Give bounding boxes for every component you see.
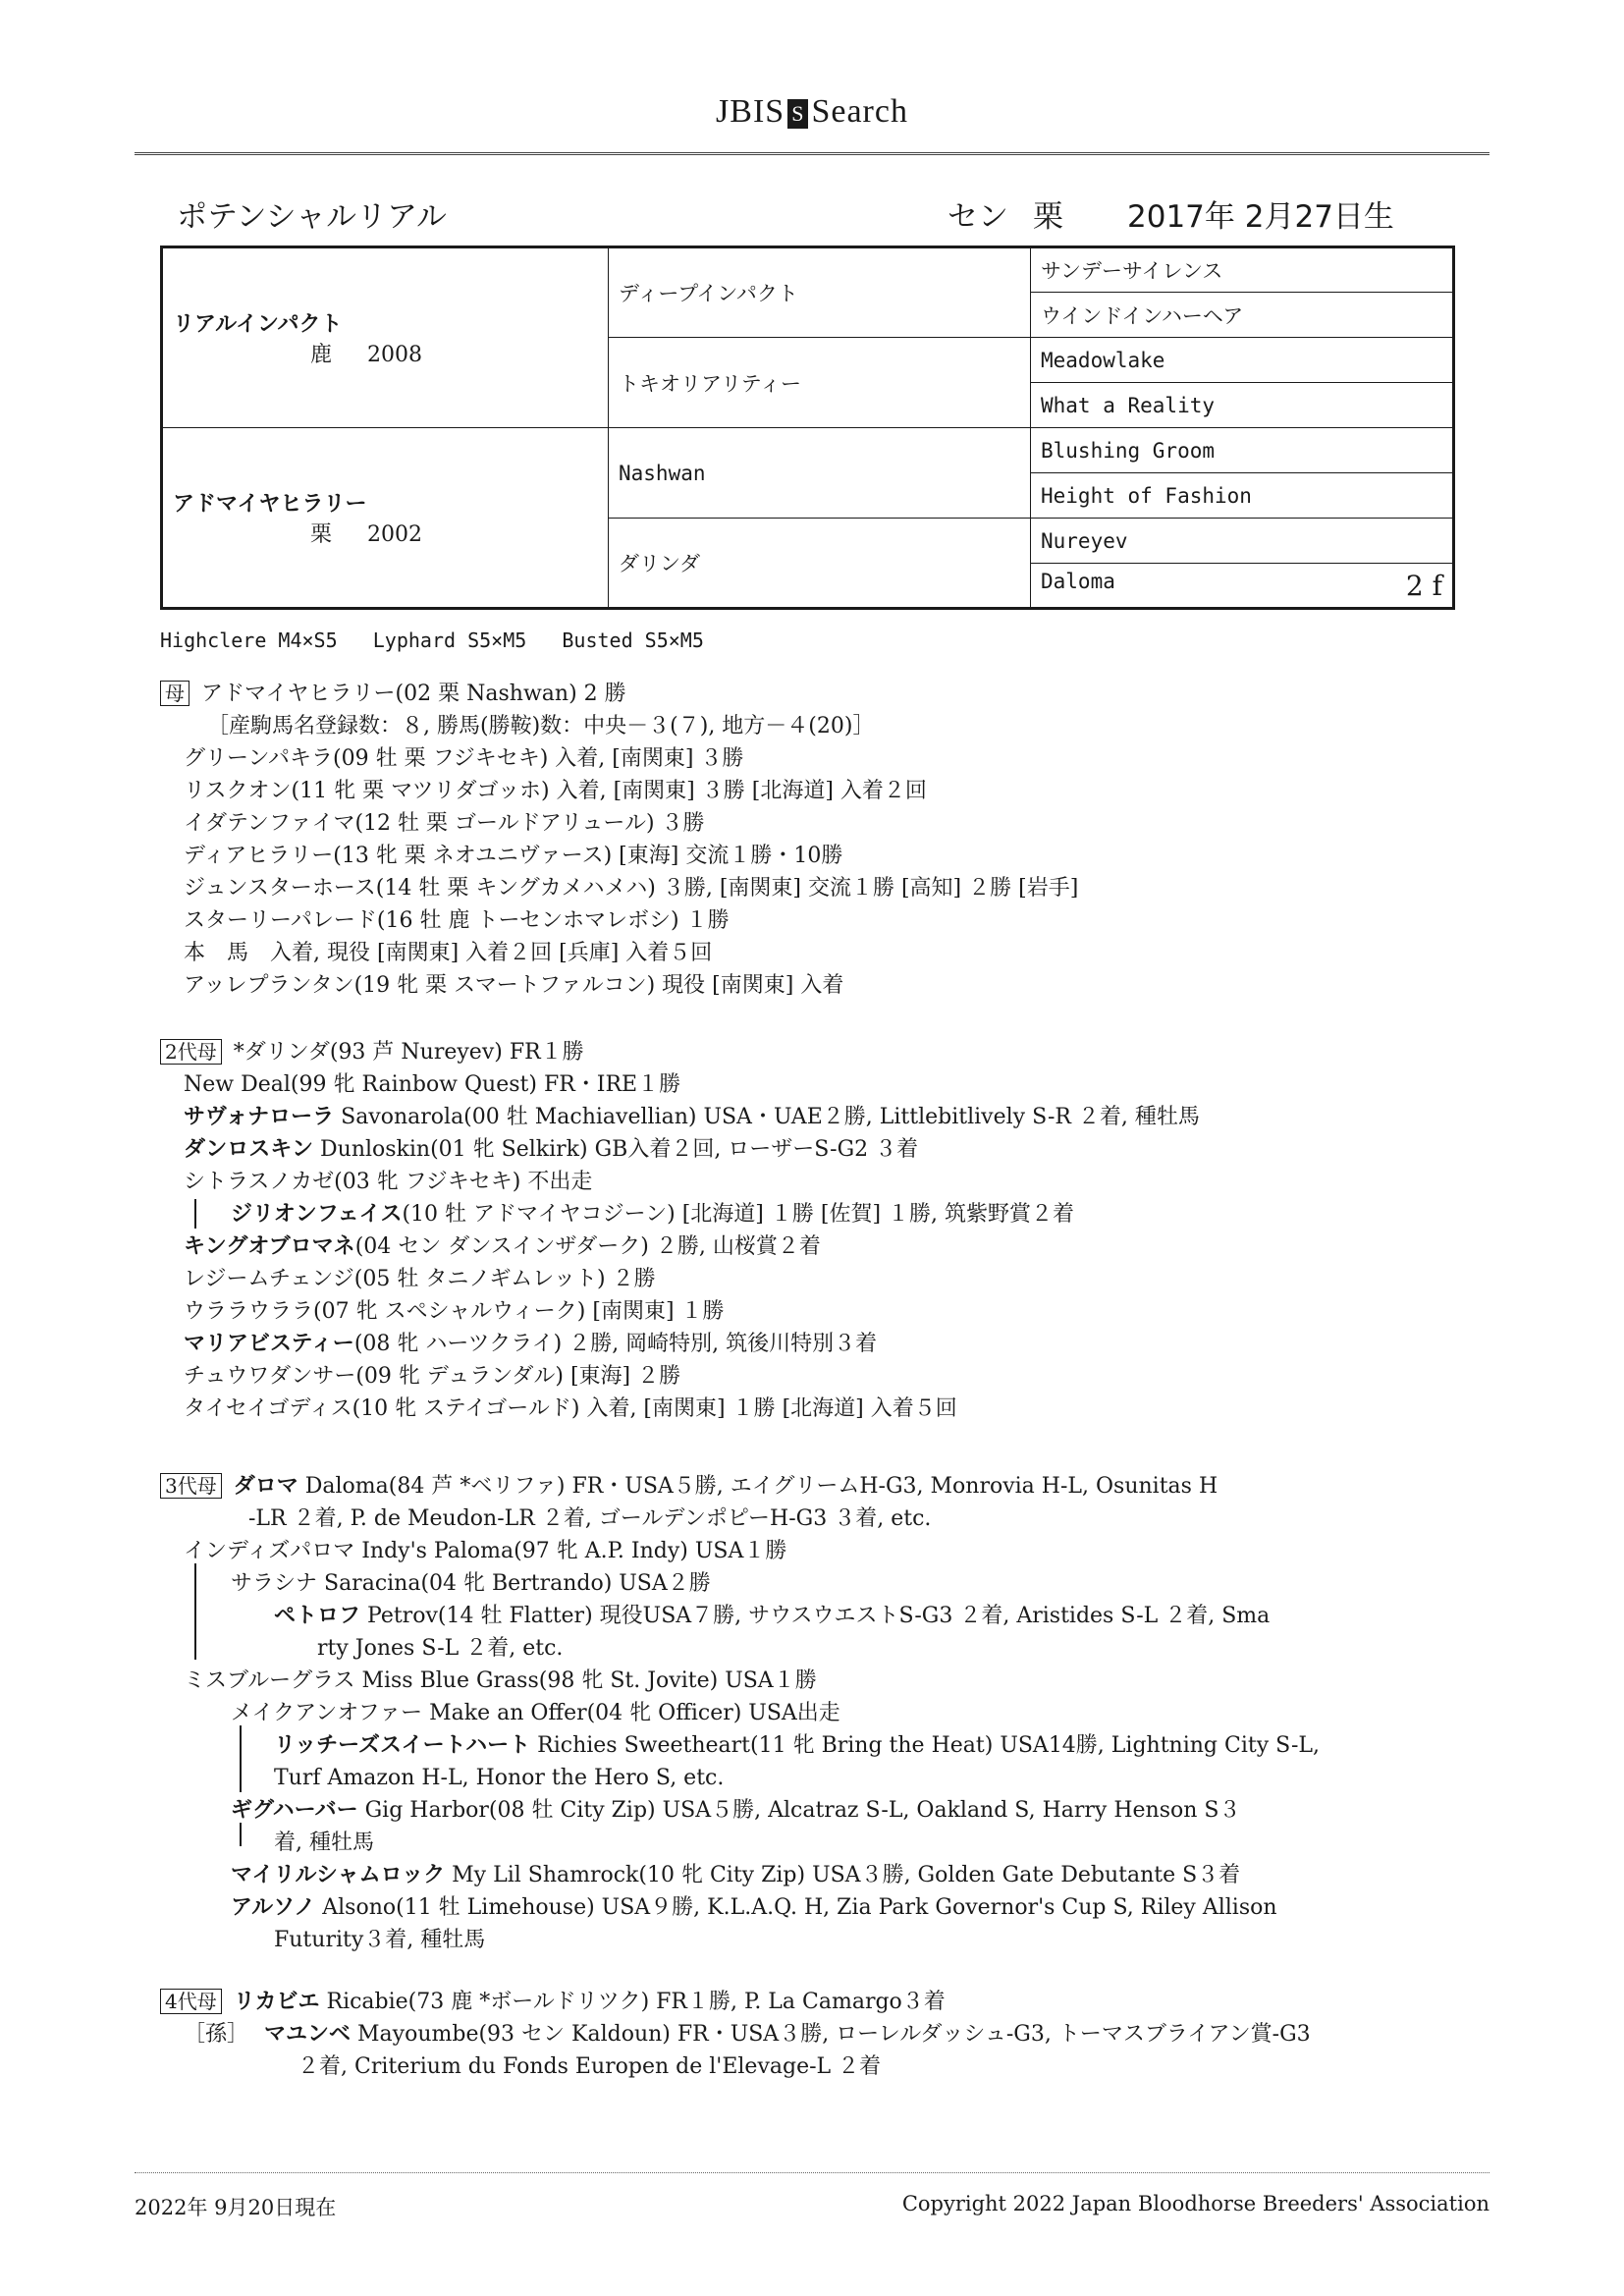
sire-color: 鹿 [310,343,333,367]
list-item: インディズパロマ Indy's Paloma(97 牝 A.P. Indy) USA１勝 [184,1539,787,1563]
list-item: Futurity３着, 種牡馬 [274,1928,486,1952]
list-item: レジームチェンジ(05 牡 タニノギムレット) ２勝 [184,1267,656,1291]
dam-tag: 母 [160,681,189,706]
horse-birth: 2017年 2月27日生 [1127,199,1394,235]
footer-copyright: Copyright 2022 Japan Bloodhorse Breeders' Association [901,2192,1489,2215]
list-item: アッレプランタン(19 牝 栗 スマートファルコン) 現役 [南関東] 入着 [184,973,844,998]
dam-sire-sire: Blushing Groom [1031,428,1454,473]
dam-year: 2002 [367,522,423,547]
sire-cell [162,247,609,428]
footer-rule [135,2172,1489,2173]
list-item: 本 馬 入着, 現役 [南関東] 入着２回 [兵庫] 入着５回 [184,941,713,965]
horse-name: ポテンシャルリアル [177,199,447,235]
sire-sire-dam: ウインドインハーヘア [1031,293,1454,338]
horse-color: 栗 [1033,199,1063,235]
list-item: ウララウララ(07 牝 スペシャルウィーク) [南関東] １勝 [184,1299,725,1324]
pedigree-table [160,246,1455,610]
list-item: リスクオン(11 牝 栗 マツリダゴッホ) 入着, [南関東] ３勝 [北海道] 入着２回 [184,779,927,803]
list-item: タイセイゴディス(10 牝 ステイゴールド) 入着, [南関東] １勝 [北海道] 入着５回 [184,1396,957,1421]
horse-sex: セン [947,199,1008,235]
list-item: ミスブルーグラス Miss Blue Grass(98 牝 St. Jovite) USA１勝 [184,1668,817,1693]
list-item: サヴォナローラ Savonarola(00 牡 Machiavellian) USA・UAE２勝, Littlebitlively S-R ２着, 種牡馬 [184,1105,1200,1129]
dam-sire: Nashwan [609,428,1031,519]
dam-dam: ダリンダ [609,519,1031,609]
family-number: 2 f [1405,569,1442,602]
list-item: マリアビスティー(08 牝 ハーツクライ) ２勝, 岡崎特別, 筑後川特別３着 [184,1332,878,1356]
list-item: ペトロフ Petrov(14 牡 Flatter) 現役USA７勝, サウスウエストS-G3 ２着, Aristides S-L ２着, Sma [274,1604,1271,1628]
list-item: メイクアンオファー Make an Offer(04 牝 Officer) USA出走 [231,1701,840,1725]
tree-bar [240,1823,242,1846]
list-item: ダンロスキン Dunloskin(01 牝 Selkirk) GB入着２回, ローザーS-G2 ３着 [184,1137,919,1162]
dam-cell [162,428,609,609]
list-item: ［孫］ マユンベ Mayoumbe(93 セン Kaldoun) FR・USA３勝, ローレルダッシュ-G3, トーマスブライアン賞-G3 [184,2022,1311,2047]
second-dam-section [160,1036,1476,1425]
list-item: ［産駒馬名登録数：８, 勝馬(勝鞍)数：中央－３(７), 地方－４(20)］ [207,714,875,738]
list-item: ２着, Criterium du Fonds Europen de l'Elevage-L ２着 [298,2054,882,2079]
list-item: ジリオンフェイス(10 牡 アドマイヤコジーン) [北海道] １勝 [佐賀] １勝, 筑紫野賞２着 [231,1202,1075,1227]
list-item: ディアヒラリー(13 牝 栗 ネオユニヴァース) [東海] 交流１勝・10勝 [184,844,843,868]
list-item: グリーンパキラ(09 牡 栗 フジキセキ) 入着, [南関東] ３勝 [184,746,744,771]
third-dam-tag: 3代母 [160,1473,222,1499]
fourth-dam-section: 4代母 リカビエ Ricabie(73 鹿 *ボールドリツク) FR１勝, P. La Camargo３着 ［孫］ マユンベ Mayoumbe(93 セン Kaldoun) FR・USA３勝, ローレルダッシュ-G3, トーマスブライアン賞-G3 ２着, Criterium du Fonds Europen de l'Elevage-L ２着 [160,1986,1476,2083]
logo-horse-icon: S [787,99,808,129]
list-item: チュウワダンサー(09 牝 デュランダル) [東海] ２勝 [184,1364,681,1389]
list-item: シトラスノカゼ(03 牝 フジキセキ) 不出走 [184,1170,593,1194]
list-item: 着, 種牡馬 [274,1831,374,1855]
list-item: ジュンスターホース(14 牡 栗 キングカメハメハ) ３勝, [南関東] 交流１勝 [高知] ２勝 [岩手] [184,876,1079,901]
third-dam-section: 3代母 ダロマ Daloma(84 芦 *ベリファ) FR・USA５勝, エイグリームH-G3, Monrovia H-L, Osunitas H -LR ２着, P. de Meudon-LR ２着, ゴールデンポピーH-G3 ３着, etc. インディズパロマ Indy's Paloma(97 牝 A.P. Indy) USA１勝 サラシナ Saracina(04 牝 Bertrando) USA２勝 ペトロフ Petrov(14 牡 Flatter) 現役USA７勝, サウスウエストS-G3 ２着, Aristides S-L ２着, Sma rty Jones S-L ２着, etc. ミスブルーグラス Miss Blue Grass(98 牝 St. Jovite) USA１勝 メイクアンオファー Make an Offer(04 牝 Officer) USA出走 リッチーズスイートハート Richies Sweetheart(11 牝 Bring the Heat) USA14勝, Lightning City S-L, Turf Amazon H-L, Honor the Hero S, etc. ギグハーバー Gig Harbor(08 牡 City Zip) USA５勝, Alcatraz S-L, Oakland S, Harry Henson S３ 着, 種牡馬 マイリルシャムロック My Lil Shamrock(10 牝 City Zip) USA３勝, Golden Gate Debutante S３着 アルソノ Alsono(11 牡 Limehouse) USA９勝, K.L.A.Q. H, Zia Park Governor's Cup S, Riley Allison Futurity３着, 種牡馬 [160,1470,1476,1956]
list-item: -LR ２着, P. de Meudon-LR ２着, ゴールデンポピーH-G3 ３着, etc. [248,1506,932,1531]
dam-head: アドマイヤヒラリー(02 栗 Nashwan) 2 勝 [201,682,626,706]
sire-sire: ディープインパクト [609,247,1031,338]
dam-name: アドマイヤヒラリー [173,492,367,517]
second-dam-tag: 2代母 [160,1039,222,1065]
sire-dam-sire: Meadowlake [1031,338,1454,383]
sire-dam-dam: What a Reality [1031,383,1454,428]
list-item: スターリーパレード(16 牡 鹿 トーセンホマレボシ) １勝 [184,908,730,933]
list-item: rty Jones S-L ２着, etc. [317,1636,564,1661]
list-item: ギグハーバー Gig Harbor(08 牡 City Zip) USA５勝, Alcatraz S-L, Oakland S, Harry Henson S３ [231,1798,1241,1823]
inbreeding-line: Highclere M4×S5 Lyphard S5×M5 Busted S5×M5 [160,629,704,652]
logo-text-left: JBIS [716,93,785,130]
list-item: マイリルシャムロック My Lil Shamrock(10 牝 City Zip) USA３勝, Golden Gate Debutante S３着 [231,1863,1241,1887]
sire-sire-sire: サンデーサイレンス [1031,247,1454,293]
tree-bar [194,1563,196,1660]
tree-bar [240,1725,242,1792]
dam-sire-dam: Height of Fashion [1031,473,1454,519]
dam-dam-dam [1031,564,1454,609]
dam-section [160,678,1476,1002]
sire-year: 2008 [367,343,423,367]
logo-text-right: Search [811,93,908,130]
jbis-search-logo [0,93,1624,131]
footer-date: 2022年 9月20日現在 [135,2196,337,2219]
sire-dam: トキオリアリティー [609,338,1031,428]
list-item: サラシナ Saracina(04 牝 Bertrando) USA２勝 [231,1571,711,1596]
list-item: アルソノ Alsono(11 牡 Limehouse) USA９勝, K.L.A.Q. H, Zia Park Governor's Cup S, Riley Allison [231,1895,1277,1920]
list-item: New Deal(99 牝 Rainbow Quest) FR・IRE１勝 [184,1072,681,1097]
header-rule [135,152,1489,155]
list-item: イダテンファイマ(12 牡 栗 ゴールドアリュール) ３勝 [184,811,705,836]
dam-color: 栗 [310,522,333,547]
dam-dam-sire: Nureyev [1031,519,1454,564]
list-item: Turf Amazon H-L, Honor the Hero S, etc. [274,1766,725,1790]
sire-name: リアルインパクト [173,312,343,337]
list-item: リッチーズスイートハート Richies Sweetheart(11 牝 Bring the Heat) USA14勝, Lightning City S-L, [274,1733,1321,1758]
list-item: キングオブロマネ(04 セン ダンスインザダーク) ２勝, 山桜賞２着 [184,1234,821,1259]
second-dam-head: *ダリンダ(93 芦 Nureyev) FR１勝 [233,1040,584,1065]
dam-dam-dam-name: Daloma [1041,569,1115,593]
tree-bar [194,1199,196,1229]
fourth-dam-tag: 4代母 [160,1989,222,2014]
